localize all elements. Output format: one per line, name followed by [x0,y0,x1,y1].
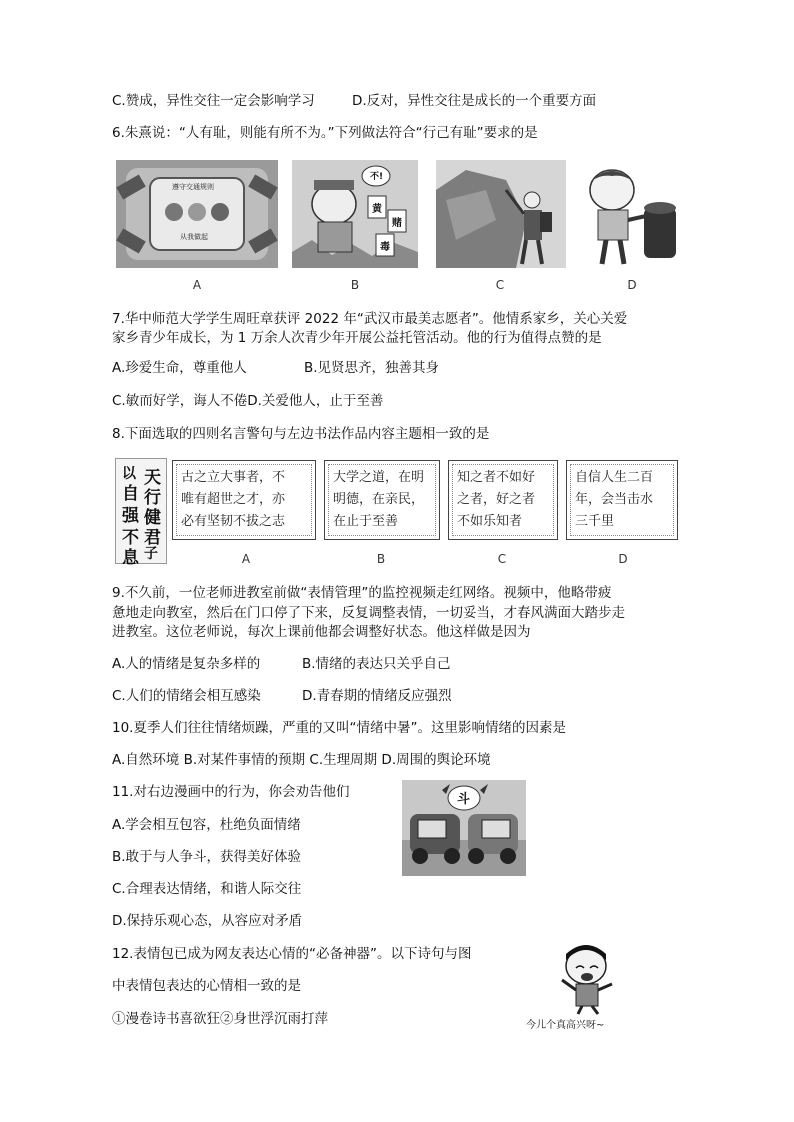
q8-callig-char: 君 [144,528,161,548]
q11-stem: 11.对右边漫画中的行为，你会劝告他们 [112,784,350,800]
q5-option-d: D.反对，异性交往是成长的一个重要方面 [352,93,597,109]
q8-stem: 8.下面选取的四则名言警句与左边书法作品内容主题相一致的是 [112,426,490,442]
q7-option-cd: C.敏而好学，诲人不倦D.关爱他人，止于至善 [112,393,384,409]
q11-option-b: B.敢于与人争斗，获得美好体验 [112,849,302,865]
q8-quote-b: 大学之道，在明 明德，在亲民， 在止于至善 [324,460,440,540]
q6-image-b [292,160,418,268]
q6-image-b-sign2: 赌 [392,218,402,229]
q8-callig-char: 强 [122,506,139,526]
q6-label-b: B [350,278,360,292]
q9-option-b: B.情绪的表达只关乎自己 [302,656,451,672]
q6-image-a [116,160,278,268]
q8-quote-c: 知之者不如好 之者，好之者 不如乐知者 [448,460,558,540]
q7-stem-line1: 7.华中师范大学学生周旺章获评 2022 年“武汉市最美志愿者”。他情系家乡，关心关爱 [112,311,628,327]
q11-cartoon-text: 斗 [457,792,471,807]
q6-label-a: A [192,278,202,292]
q5-option-c: C.赞成，异性交往一定会影响学习 [112,93,315,109]
q6-label-d: D [627,278,637,292]
q8-callig-char: 行 [144,488,161,508]
q8-callig-char: 健 [144,508,161,528]
q8-calligraphy [115,458,167,568]
q10-options: A.自然环境 B.对某件事情的预期 C.生理周期 D.周围的舆论环境 [112,752,491,768]
q7-option-b: B.见贤思齐，独善其身 [304,360,440,376]
q6-image-b-bubble: 不! [370,172,384,182]
q11-cartoon [402,780,526,876]
q12-emoji-caption: 今儿个真高兴呀~ [526,1020,605,1031]
q9-option-c: C.人们的情绪会相互感染 [112,688,261,704]
q6-image-b-sign3: 毒 [380,242,390,253]
q6-image-a-top-text: 遵守交通规则 [172,183,214,191]
q9-option-a: A.人的情绪是复杂多样的 [112,656,261,672]
q12-stem-line1: 12.表情包已成为网友表达心情的“必备神器”。以下诗句与图 [112,946,472,962]
q11-option-c: C.合理表达情绪，和谐人际交往 [112,881,302,897]
q8-callig-char: 以 [122,466,136,482]
q8-label-b: B [376,552,386,566]
q8-callig-char: 子 [144,546,158,562]
q8-quote-a: 古之立大事者，不 唯有超世之才，亦 必有坚韧不拔之志 [172,460,316,540]
q12-emoji-image [526,940,640,1032]
q8-callig-char: 不 [122,528,139,548]
q9-stem-line1: 9.不久前，一位老师进教室前做“表情管理”的监控视频走红网络。视频中，他略带疲 [112,585,612,601]
q9-stem-line2: 惫地走向教室，然后在门口停了下来，反复调整表情，一切妥当，才春风满面大踏步走 [112,605,625,621]
q11-option-a: A.学会相互包容，杜绝负面情绪 [112,817,301,833]
q6-image-d [578,160,686,268]
q6-stem: 6.朱熹说：“人有耻，则能有所不为。”下列做法符合“行己有耻”要求的是 [112,125,538,141]
q7-stem-line2: 家乡青少年成长，为 1 万余人次青少年开展公益托管活动。他的行为值得点赞的是 [112,330,602,346]
q8-callig-char: 息 [122,548,139,568]
q9-stem-line3: 进教室。这位老师说，每次上课前他都会调整好状态。他这样做是因为 [112,624,531,640]
q8-label-a: A [241,552,251,566]
q6-image-a-bottom-text: 从我做起 [180,233,208,241]
q6-label-c: C [495,278,505,292]
q10-stem: 10.夏季人们往往情绪烦躁，严重的又叫“情绪中暑”。这里影响情绪的因素是 [112,720,566,736]
q8-callig-char: 天 [144,468,161,488]
q7-option-a: A.珍爱生命，尊重他人 [112,360,247,376]
q8-quote-d: 自信人生二百 年，会当击水 三千里 [566,460,678,540]
q9-option-d: D.青春期的情绪反应强烈 [302,688,452,704]
q8-label-c: C [497,552,507,566]
q6-image-b-sign1: 黄 [372,204,382,215]
q8-callig-char: 自 [122,484,139,504]
q6-image-c [436,160,566,268]
q8-label-d: D [618,552,628,566]
q12-items: ①漫卷诗书喜欲狂②身世浮沉雨打萍 [112,1011,328,1027]
q11-option-d: D.保持乐观心态，从容应对矛盾 [112,913,303,929]
q12-stem-line2: 中表情包表达的心情相一致的是 [112,978,301,994]
